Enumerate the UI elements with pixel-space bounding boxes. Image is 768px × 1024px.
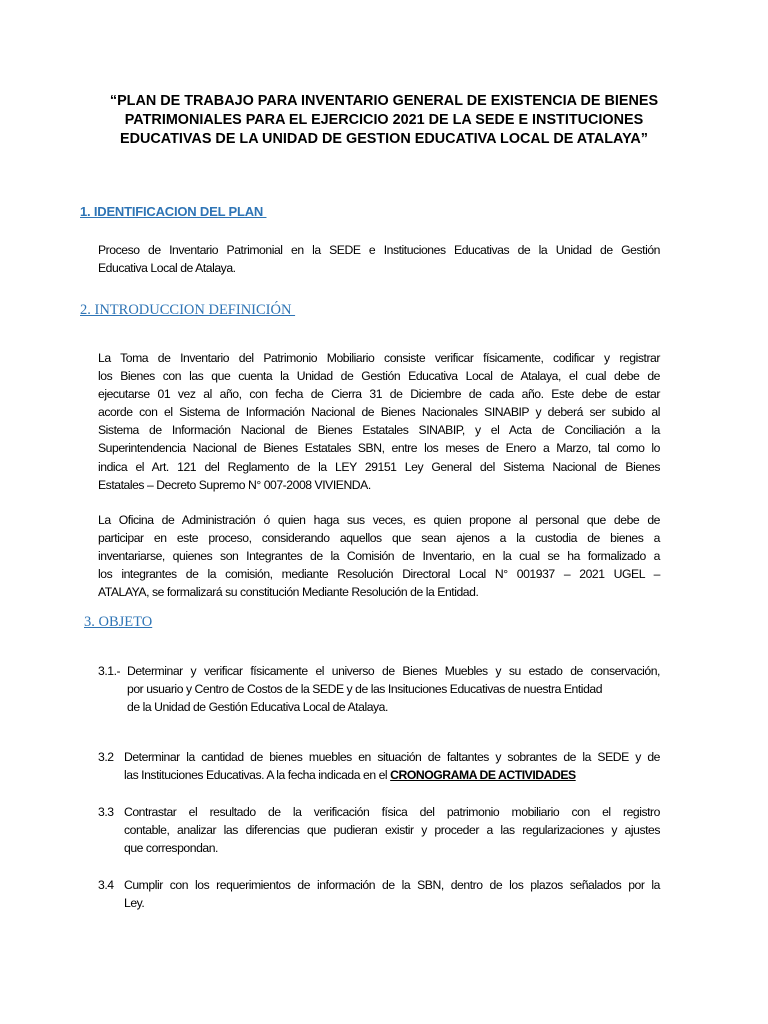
section-2-paragraph-1 xyxy=(98,349,660,494)
item-line: de la Unidad de Gestión Educativa Local de Atalaya. xyxy=(127,700,388,715)
item-line-text: las Instituciones Educativas. A la fecha indicada en el xyxy=(124,768,391,783)
item-line: contable, analizar las diferencias que pudieran existir y proceder a las regularizaciones y ajustes xyxy=(124,823,660,838)
paragraph-line: los Bienes con las que cuenta la Unidad de Gestión Educativa Local de Atalaya, el cual debe de xyxy=(98,369,660,384)
title-line-1: “PLAN DE TRABAJO PARA INVENTARIO GENERAL DE EXISTENCIA DE BIENES xyxy=(109,93,659,109)
section-2-paragraph-2 xyxy=(98,511,660,601)
item-line: por usuario y Centro de Costos de la SEDE y de las Insituciones Educativas de nuestra Entidad xyxy=(127,682,603,697)
item-number: 3.2 xyxy=(98,750,114,764)
item-line: que correspondan. xyxy=(124,841,218,856)
item-line: Determinar y verificar físicamente el universo de Bienes Muebles y su estado de conservación, xyxy=(127,664,660,678)
section-2-heading: 2. INTRODUCCION DEFINICIÓN xyxy=(80,302,296,318)
item-line: Ley. xyxy=(124,896,145,911)
item-number: 3.4 xyxy=(98,878,114,892)
paragraph-line: los integrantes de la comisión, mediante Resolución Directoral Local N° 001937 – 2021 UGEL – xyxy=(98,567,660,582)
section-3-heading: 3. OBJETO xyxy=(84,614,153,630)
objective-item-3-1 xyxy=(98,662,660,718)
document-title xyxy=(70,92,698,149)
item-number: 3.1.- xyxy=(98,664,121,678)
paragraph-line: Sistema de Información Nacional de Bienes Estatales SINABIP, y el Acta de Conciliación a la xyxy=(98,423,660,438)
paragraph-line: Estatales – Decreto Supremo N° 007-2008 VIVIENDA. xyxy=(98,477,371,492)
objective-item-3-4 xyxy=(98,876,660,914)
paragraph-line: acorde con el Sistema de Información Nacional de Bienes Nacionales SINABIP y deberá ser subido al xyxy=(98,405,660,420)
paragraph-line: ATALAYA, se formalizará su constitución Mediante Resolución de la Entidad. xyxy=(98,585,479,600)
item-number: 3.3 xyxy=(98,805,114,819)
paragraph-line: participar en este proceso, considerando aquellos que sean ajenos a la custodia de bienes a xyxy=(98,531,660,546)
title-line-3: EDUCATIVAS DE LA UNIDAD DE GESTION EDUCATIVA LOCAL DE ATALAYA” xyxy=(120,131,648,147)
cronograma-reference: CRONOGRAMA DE ACTIVIDADES xyxy=(390,768,576,783)
item-line xyxy=(124,766,660,784)
paragraph-line: Proceso de Inventario Patrimonial en la SEDE e Instituciones Educativas de la Unidad de Gestión xyxy=(98,243,660,257)
section-1-heading: 1. IDENTIFICACION DEL PLAN xyxy=(80,204,267,219)
paragraph-line: Educativa Local de Atalaya. xyxy=(98,261,236,276)
paragraph-line: inventariarse, quienes son Integrantes de la Comisión de Inventario, en la cual se ha formalizado a xyxy=(98,549,660,564)
paragraph-line: indica el Art. 121 del Reglamento de la LEY 29151 Ley General del Sistema Nacional de Bienes xyxy=(98,459,660,474)
section-1-paragraph xyxy=(98,241,660,277)
paragraph-line: Superintendencia Nacional de Bienes Estatales SBN, entre los meses de Enero a Marzo, tal como lo xyxy=(98,441,660,456)
item-line: Determinar la cantidad de bienes muebles en situación de faltantes y sobrantes de la SEDE y de xyxy=(124,750,660,764)
paragraph-line: ejecutarse 01 vez al año, con fecha de Cierra 31 de Diciembre de cada año. Este debe de estar xyxy=(98,387,660,402)
item-line: Contrastar el resultado de la verificación física del patrimonio mobiliario con el registro xyxy=(124,805,660,819)
objective-item-3-2 xyxy=(98,748,660,786)
objective-item-3-3 xyxy=(98,803,660,859)
paragraph-line: La Toma de Inventario del Patrimonio Mobiliario consiste verificar físicamente, codificar y registrar xyxy=(98,351,660,365)
title-line-2: PATRIMONIALES PARA EL EJERCICIO 2021 DE LA SEDE E INSTITUCIONES xyxy=(124,112,644,128)
paragraph-line: La Oficina de Administración ó quien haga sus veces, es quien propone al personal que debe de xyxy=(98,513,660,527)
item-line: Cumplir con los requerimientos de información de la SBN, dentro de los plazos señalados por la xyxy=(124,878,660,892)
